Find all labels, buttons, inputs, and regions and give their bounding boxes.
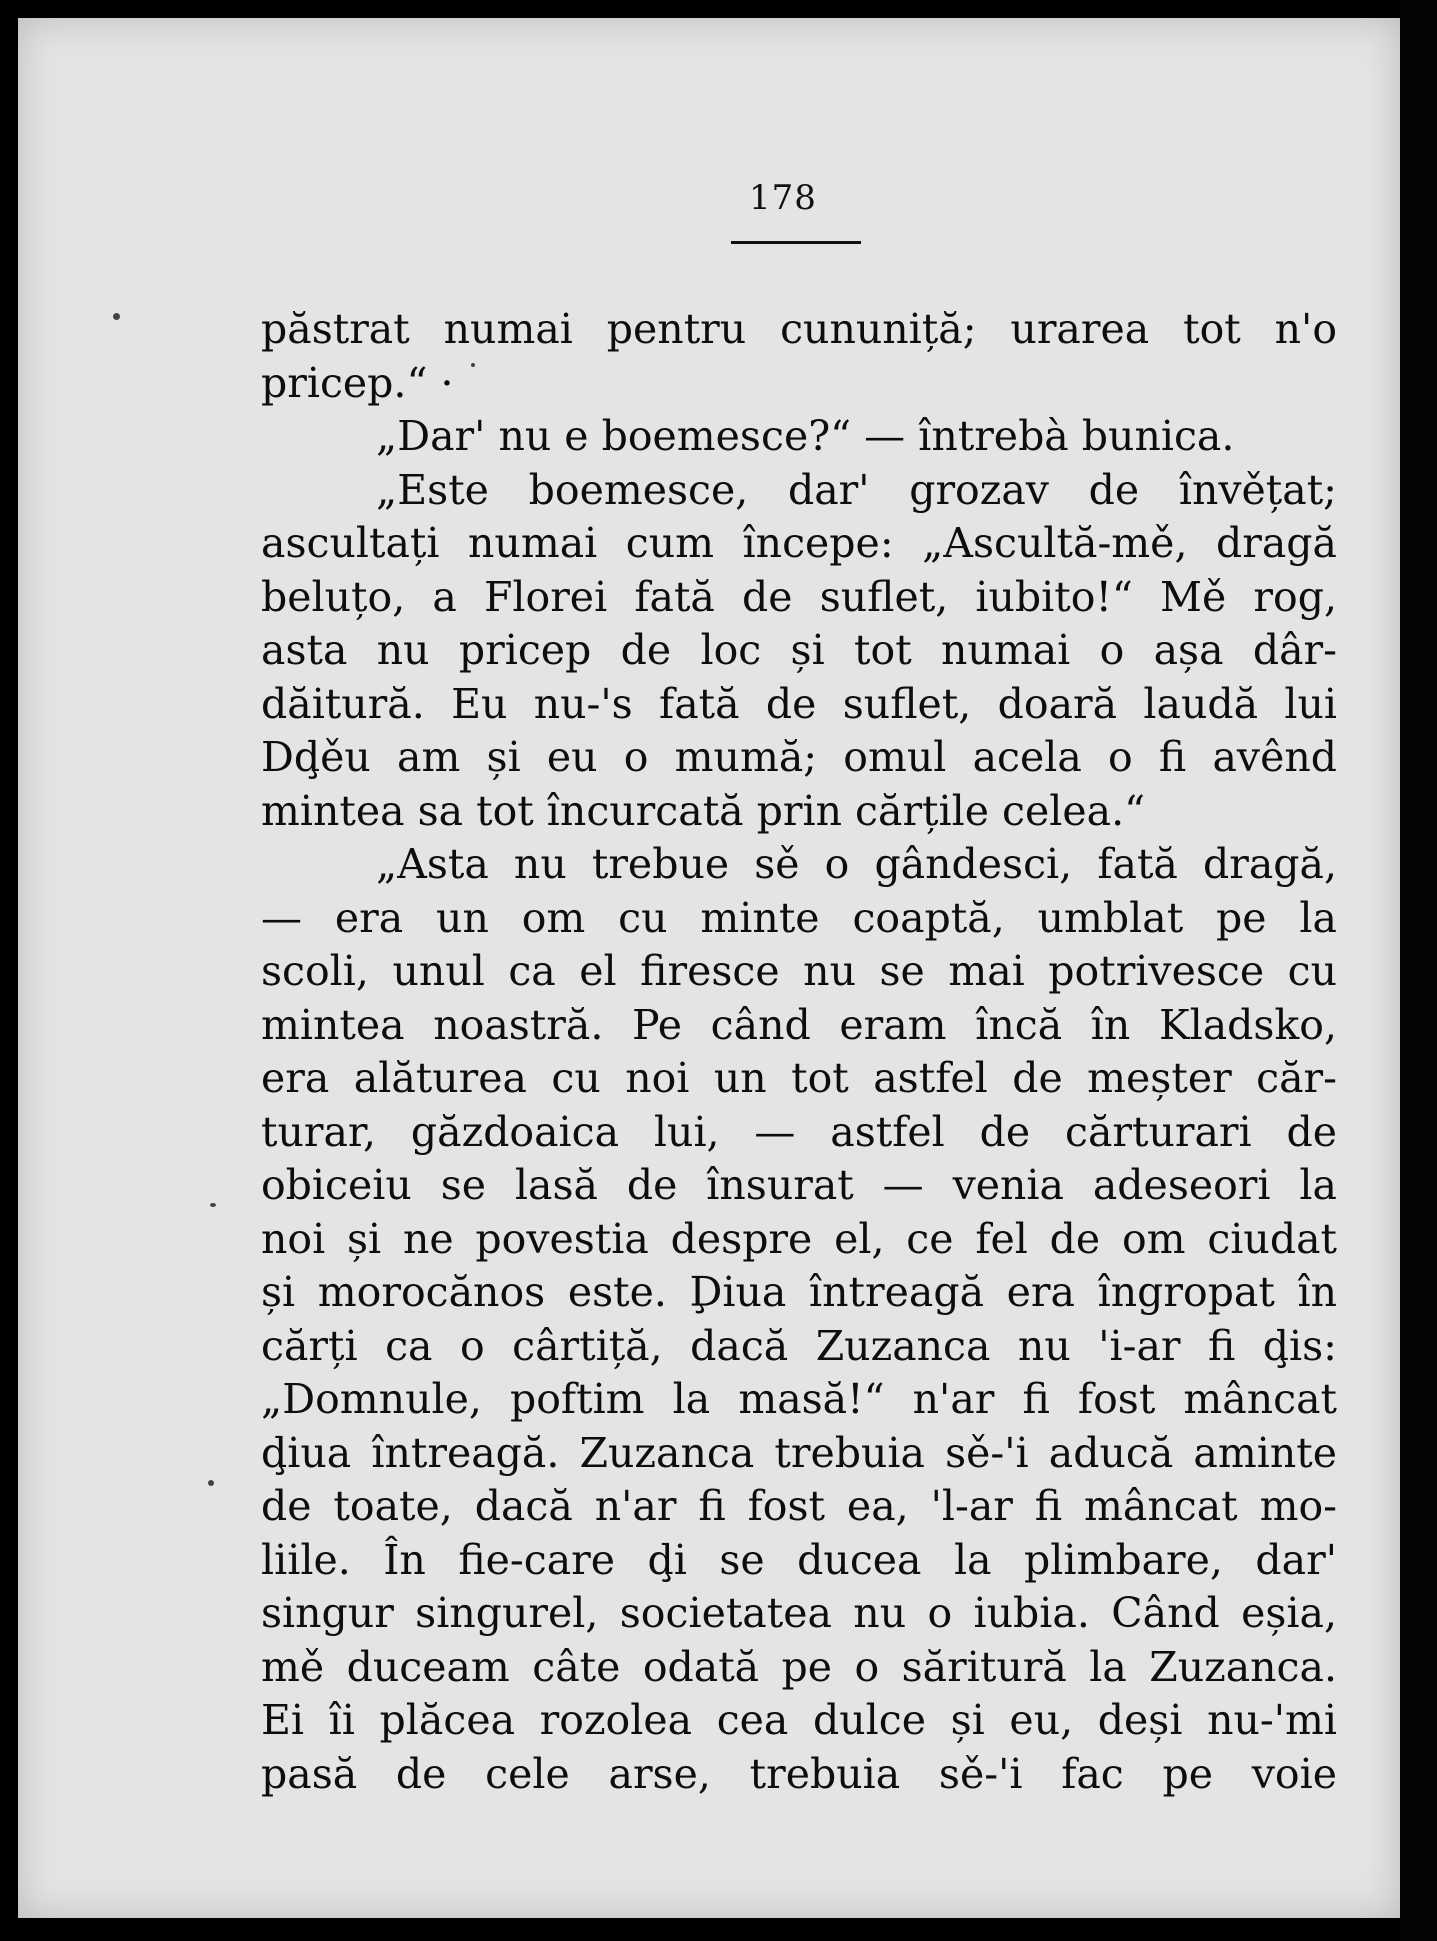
scan-border: [1400, 0, 1437, 1941]
text-line: asta nu pricep de loc și tot numai o așa dâr-: [261, 626, 1337, 674]
text-line: „Asta nu trebue sě o gândesci, fată dragă,: [376, 840, 1337, 888]
page-number: 178: [749, 178, 817, 218]
text-line: de toate, dacă n'ar fi fost ea, 'l-ar fi mâncat mo-: [261, 1482, 1337, 1530]
text-line: beluțo, a Florei fată de suflet, iubito!“ Mě rog,: [261, 572, 1337, 621]
text-line: era alăturea cu noi un tot astfel de meșter căr-: [261, 1054, 1337, 1102]
text-line: „Este boemesce, dar' grozav de învěțat;: [376, 465, 1337, 514]
book-page: [18, 18, 1400, 1918]
text-line: ḑiua întreagă. Zuzanca trebuia sě-'i aducă aminte: [261, 1428, 1337, 1477]
text-line: mě duceam câte odată pe o săritură la Zuzanca.: [261, 1642, 1337, 1691]
margin-speck: [208, 1480, 214, 1486]
text-line: „Domnule, poftim la masă!“ n'ar fi fost mâncat: [261, 1375, 1337, 1423]
text-line: singur singurel, societatea nu o iubia. Când eșia,: [261, 1589, 1337, 1637]
text-line: păstrat numai pentru cununiță; urarea tot n'o: [261, 305, 1337, 353]
text-line: mintea noastră. Pe când eram încă în Kladsko,: [261, 1000, 1337, 1049]
text-line: cărți ca o cârtiță, dacă Zuzanca nu 'i-ar fi ḑis:: [261, 1321, 1337, 1370]
text-line: și morocănos este. Ḑiua întreagă era îngropat în: [261, 1268, 1337, 1316]
margin-speck: [113, 313, 120, 320]
text-line: liile. În fie-care ḑi se ducea la plimbare, dar': [261, 1535, 1337, 1584]
margin-speck: [210, 1203, 216, 1207]
body-text: [261, 303, 1337, 1801]
text-line: dăitură. Eu nu-'s fată de suflet, doară laudă lui: [261, 679, 1337, 728]
text-line: pricep.“ ·: [261, 358, 454, 407]
text-line: ascultați numai cum începe: „Ascultă-mě, dragă: [261, 519, 1337, 567]
text-line: scoli, unul ca el firesce nu se mai potrivesce cu: [261, 947, 1337, 995]
text-line: obiceiu se lasă de însurat — venia adeseori la: [261, 1161, 1337, 1209]
text-line: mintea sa tot încurcată prin cărțile celea.“: [261, 786, 1146, 835]
page-number-underline: [731, 241, 861, 244]
text-line: pasă de cele arse, trebuia sě-'i fac pe voie: [261, 1749, 1337, 1798]
text-line: Dḑěu am și eu o mumă; omul acela o fi avênd: [261, 733, 1337, 781]
text-line: Ei îi plăcea rozolea cea dulce și eu, deși nu-'mi: [261, 1696, 1337, 1744]
text-line: „Dar' nu e boemesce?“ — întrebà bunica.: [376, 412, 1235, 460]
text-line: — era un om cu minte coaptă, umblat pe la: [261, 893, 1337, 942]
text-line: noi și ne povestia despre el, ce fel de om ciudat: [261, 1214, 1337, 1263]
text-line: turar, găzdoaica lui, — astfel de cărturari de: [261, 1107, 1337, 1156]
